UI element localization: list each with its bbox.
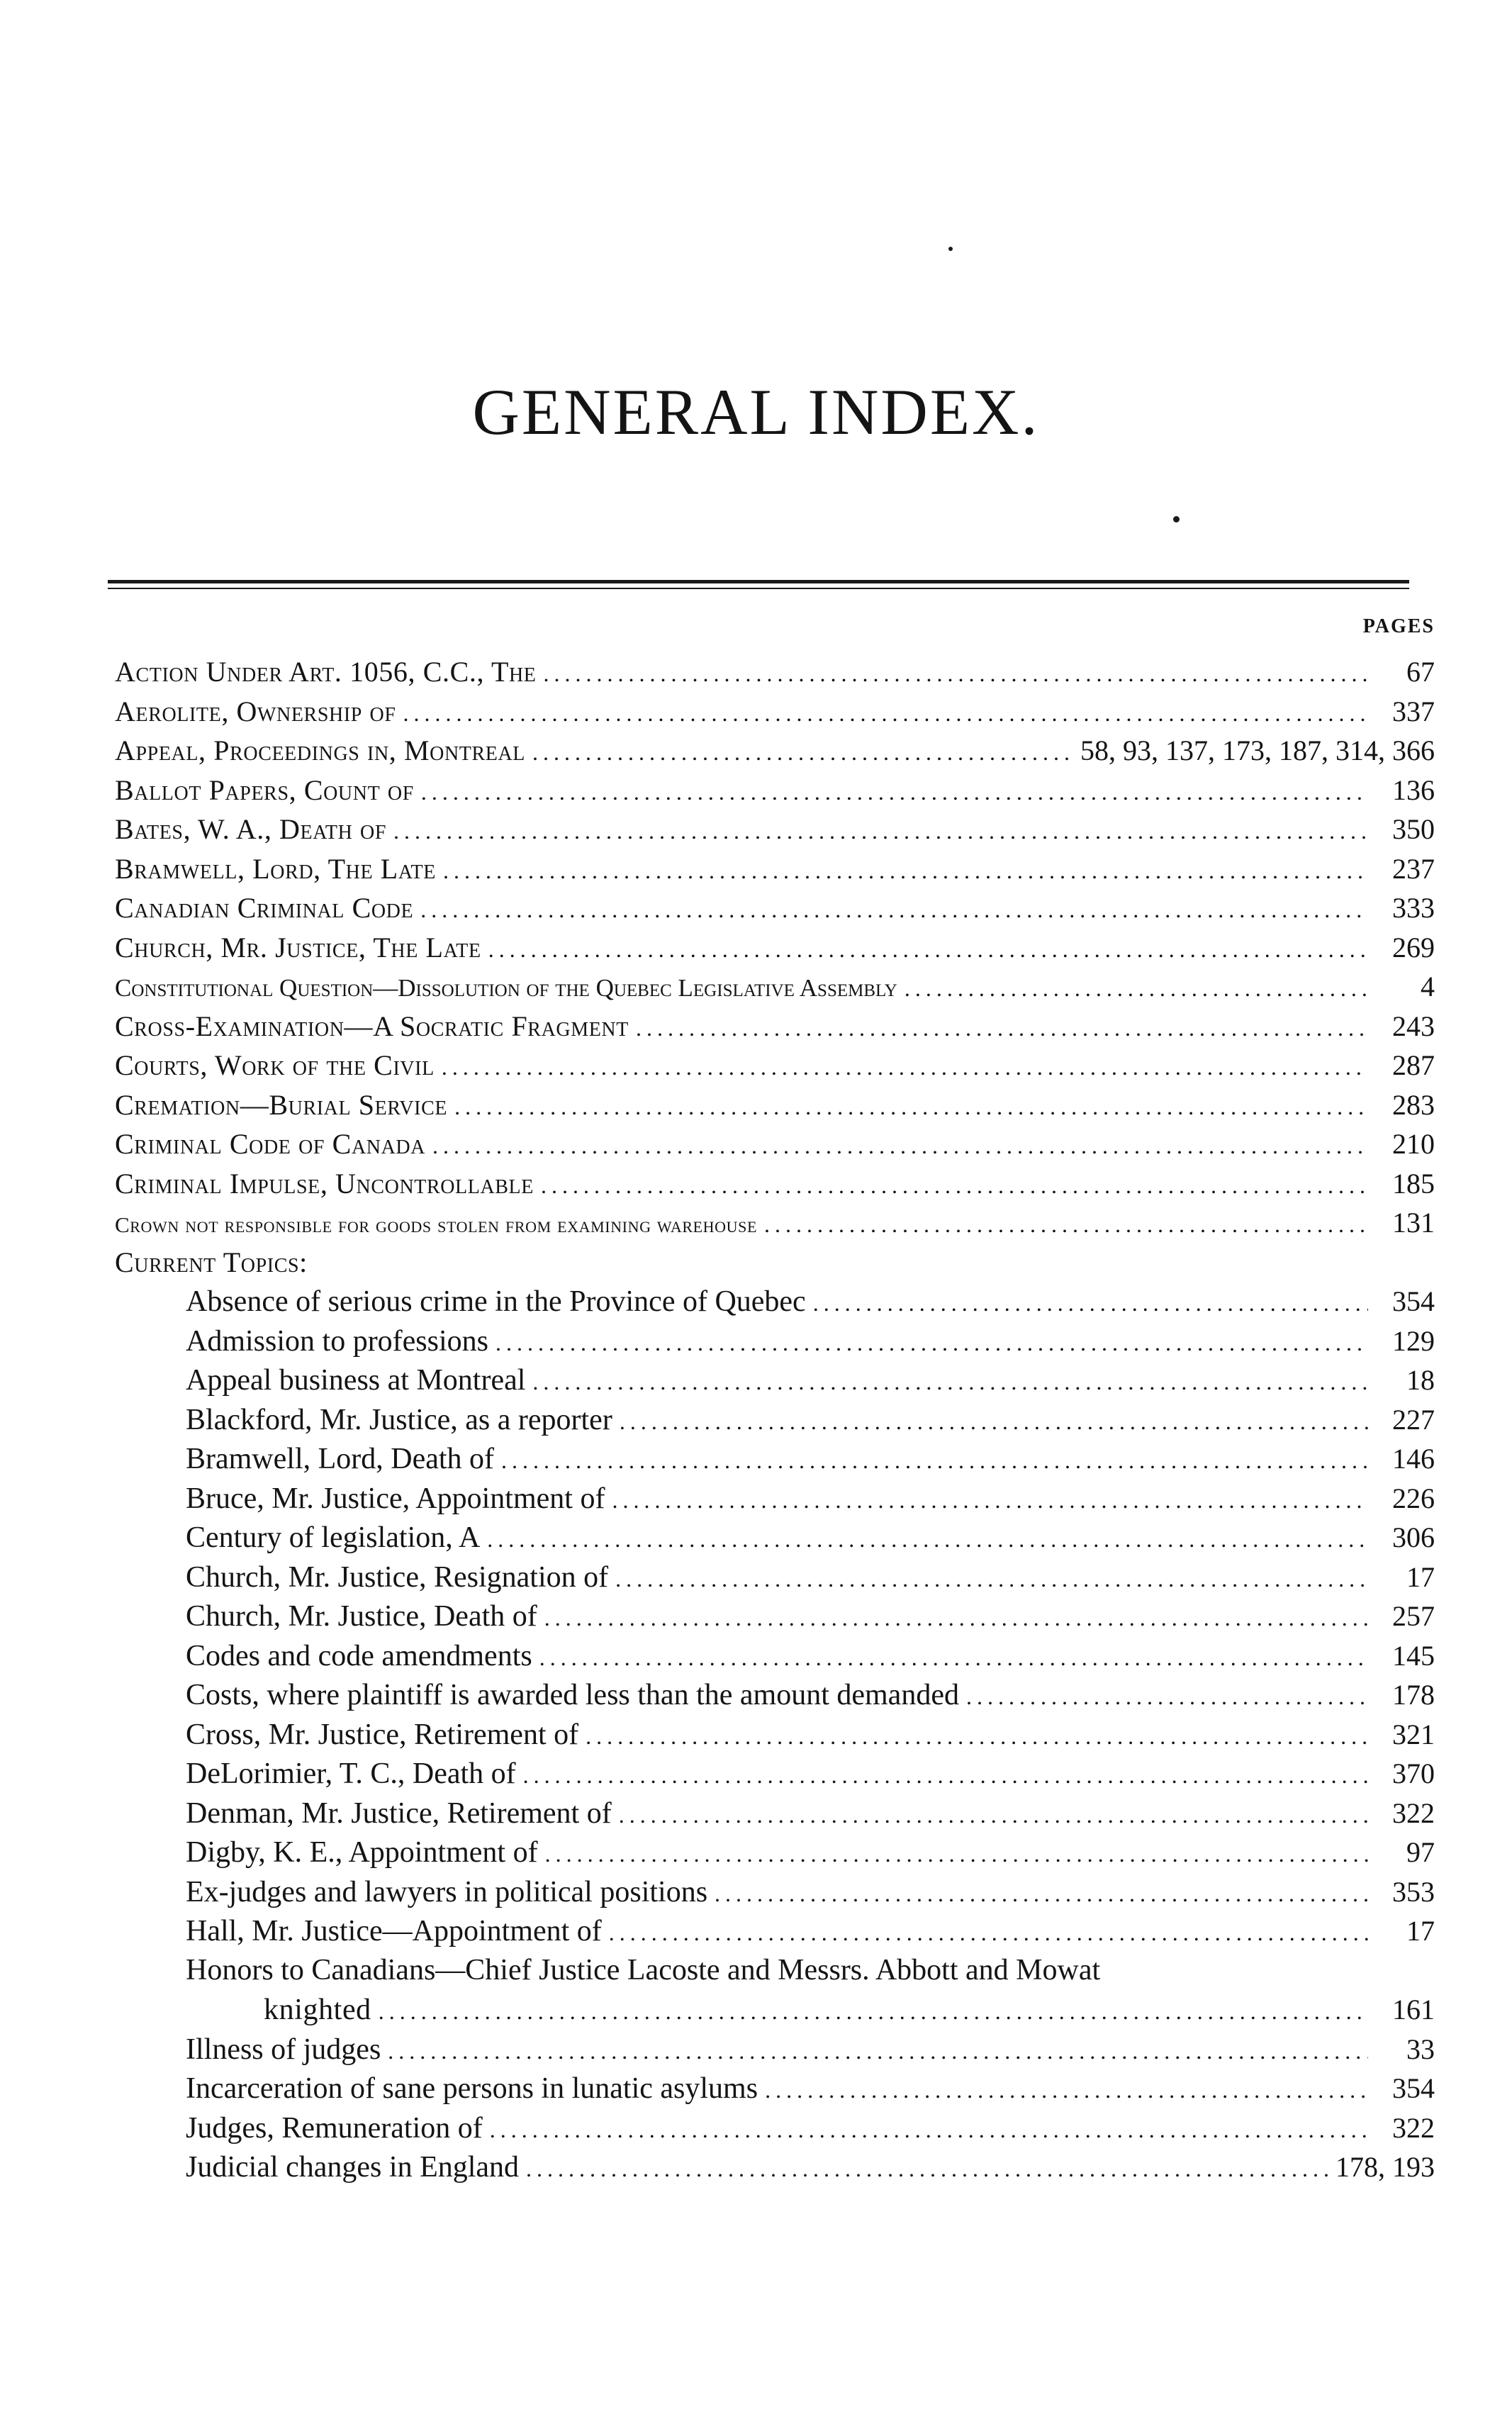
topic-term: Appeal business at Montreal <box>186 1364 526 1397</box>
index-entry <box>115 692 1435 732</box>
topic-entry <box>115 1754 1435 1794</box>
entry-pages: 58, 93, 137, 173, 187, 314, 366 <box>1080 734 1435 766</box>
dot-leader <box>379 1992 1368 2030</box>
index-entry <box>115 967 1435 1007</box>
topic-entry <box>115 1675 1435 1715</box>
ink-speck <box>948 247 953 251</box>
index-entry <box>115 731 1435 771</box>
topic-pages: 97 <box>1406 1836 1435 1868</box>
topic-entry <box>115 1636 1435 1676</box>
topic-pages: 354 <box>1392 2072 1435 2104</box>
topic-entry <box>115 2147 1435 2187</box>
index-entry <box>115 888 1435 928</box>
topic-term: Hall, Mr. Justice—Appointment of <box>186 1915 602 1947</box>
entry-term: Bramwell, Lord, The Late <box>115 852 436 885</box>
entry-pages: 67 <box>1406 656 1435 688</box>
entry-term: Criminal Code of Canada <box>115 1128 426 1160</box>
index-entry <box>115 652 1435 692</box>
dot-leader <box>765 2071 1368 2108</box>
dot-leader <box>539 1638 1368 1676</box>
dot-leader <box>523 1756 1368 1794</box>
topic-entry <box>115 1715 1435 1755</box>
topic-term: Church, Mr. Justice, Resignation of <box>186 1560 609 1594</box>
entry-pages: 269 <box>1392 931 1435 963</box>
index-entry <box>115 849 1435 889</box>
entry-pages: 243 <box>1392 1010 1435 1042</box>
header-rule-thin <box>108 588 1409 589</box>
dot-leader <box>764 1205 1368 1243</box>
dot-leader <box>612 1481 1368 1519</box>
dot-leader <box>454 1088 1368 1125</box>
topic-term: Costs, where plaintiff is awarded less than the amount demanded <box>186 1679 959 1711</box>
topic-term: Judicial changes in England <box>186 2151 520 2184</box>
topic-entry <box>115 1479 1435 1519</box>
dot-leader <box>620 1402 1368 1440</box>
dot-leader <box>905 969 1368 1007</box>
index-entry <box>115 810 1435 849</box>
topic-entry <box>115 2108 1435 2148</box>
entry-term: Courts, Work of the Civil <box>115 1049 435 1081</box>
index-entry <box>115 1046 1435 1085</box>
topic-term: Church, Mr. Justice, Death of <box>186 1600 537 1633</box>
topic-pages: 33 <box>1406 2033 1435 2065</box>
dot-leader <box>586 1717 1368 1755</box>
dot-leader <box>421 773 1368 810</box>
dot-leader <box>490 2111 1368 2148</box>
index-entry <box>115 1203 1435 1243</box>
entry-pages: 337 <box>1392 695 1435 727</box>
topic-pages: 322 <box>1392 1796 1435 1829</box>
index-entry <box>115 1164 1435 1204</box>
dot-leader <box>609 1913 1368 1951</box>
topic-term: knighted <box>264 1994 371 2026</box>
dot-leader <box>619 1796 1368 1833</box>
entry-term: Bates, W. A., Death of <box>115 813 387 845</box>
dot-leader <box>420 890 1368 928</box>
dot-leader <box>544 654 1368 692</box>
topic-term: Bramwell, Lord, Death of <box>186 1443 495 1475</box>
entry-term: Ballot Papers, Count of <box>115 773 414 806</box>
topic-pages: 17 <box>1406 1915 1435 1947</box>
dot-leader <box>532 733 1076 771</box>
entry-pages: 185 <box>1392 1167 1435 1200</box>
topic-pages: 353 <box>1392 1875 1435 1908</box>
index-entry <box>115 1085 1435 1125</box>
dot-leader <box>544 1599 1368 1636</box>
topic-entry <box>115 1911 1435 1951</box>
topic-pages: 178, 193 <box>1335 2151 1435 2183</box>
topic-entry <box>115 1518 1435 1558</box>
topic-pages: 354 <box>1392 1285 1435 1317</box>
entry-term: Cremation—Burial Service <box>115 1088 448 1121</box>
topic-pages: 257 <box>1392 1600 1435 1632</box>
dot-leader <box>966 1677 1368 1715</box>
topic-pages: 145 <box>1392 1639 1435 1672</box>
entry-pages: 136 <box>1392 773 1435 806</box>
entry-pages: 210 <box>1392 1128 1435 1160</box>
topic-pages: 226 <box>1392 1482 1435 1514</box>
topic-term: Bruce, Mr. Justice, Appointment of <box>186 1482 605 1515</box>
index-entry <box>115 1124 1435 1164</box>
topic-term: Judges, Remuneration of <box>186 2111 483 2145</box>
entry-term: Action Under Art. 1056, C.C., The <box>115 656 537 688</box>
dot-leader <box>442 1048 1368 1085</box>
dot-leader <box>388 2032 1368 2069</box>
entry-pages: 333 <box>1392 892 1435 924</box>
dot-leader <box>501 1441 1368 1479</box>
entry-term: Crown not responsible for goods stolen from examining warehouse <box>115 1212 757 1237</box>
current-topics-heading <box>115 1243 1435 1282</box>
dot-leader <box>495 1324 1368 1361</box>
dot-leader <box>403 694 1368 732</box>
topic-entry <box>115 2069 1435 2108</box>
topic-entry <box>115 1282 1435 1321</box>
topic-entry <box>115 1400 1435 1440</box>
dot-leader <box>393 812 1368 849</box>
topic-entry <box>115 1360 1435 1400</box>
topic-term: Ex-judges and lawyers in political positions <box>186 1875 708 1908</box>
topic-pages: 306 <box>1392 1521 1435 1553</box>
dot-leader <box>636 1009 1368 1046</box>
entry-term: Church, Mr. Justice, The Late <box>115 931 481 963</box>
dot-leader <box>615 1560 1368 1597</box>
entry-pages: 131 <box>1392 1207 1435 1239</box>
dot-leader <box>545 1835 1368 1872</box>
topic-pages: 321 <box>1392 1718 1435 1750</box>
topic-entry <box>115 1794 1435 1833</box>
dot-leader <box>443 851 1368 889</box>
dot-leader <box>532 1363 1368 1400</box>
topic-pages: 146 <box>1392 1443 1435 1475</box>
entry-term: Canadian Criminal Code <box>115 892 414 924</box>
topic-term: Blackford, Mr. Justice, as a reporter <box>186 1403 612 1436</box>
topic-term: Incarceration of sane persons in lunatic asylums <box>186 2072 758 2105</box>
header-rule <box>108 580 1409 583</box>
topic-entry <box>115 1833 1435 1872</box>
entry-pages: 350 <box>1392 813 1435 845</box>
ink-speck <box>1173 516 1180 522</box>
topic-term: Illness of judges <box>186 2033 381 2066</box>
topic-entry <box>115 1558 1435 1597</box>
topic-term: Century of legislation, A <box>186 1521 481 1554</box>
index-entries <box>115 652 1435 2187</box>
topic-pages: 322 <box>1392 2111 1435 2144</box>
dot-leader <box>813 1284 1368 1321</box>
topic-term: Denman, Mr. Justice, Retirement of <box>186 1796 612 1830</box>
topic-pages: 17 <box>1406 1560 1435 1593</box>
topic-term: Codes and code amendments <box>186 1639 532 1672</box>
topic-term: DeLorimier, T. C., Death of <box>186 1757 516 1790</box>
topic-entry <box>115 2030 1435 2069</box>
entry-term: Constitutional Question—Dissolution of the Quebec Legislative Assembly <box>115 974 897 1002</box>
entry-pages: 287 <box>1392 1049 1435 1081</box>
entry-term: Appeal, Proceedings in, Montreal <box>115 734 526 766</box>
dot-leader <box>541 1166 1368 1204</box>
entry-term: Cross-Examination—A Socratic Fragment <box>115 1010 629 1042</box>
topic-pages: 161 <box>1392 1994 1435 2025</box>
topic-pages: 178 <box>1392 1679 1435 1711</box>
dot-leader <box>715 1874 1368 1912</box>
entry-pages: 283 <box>1392 1088 1435 1121</box>
topic-entry <box>115 1321 1435 1361</box>
index-entry <box>115 928 1435 968</box>
dot-leader <box>488 930 1368 968</box>
entry-pages: 237 <box>1392 852 1435 885</box>
topic-pages: 370 <box>1392 1757 1435 1789</box>
pages-column-heading: PAGES <box>1362 615 1435 637</box>
index-entry <box>115 1007 1435 1046</box>
topic-term: Cross, Mr. Justice, Retirement of <box>186 1718 579 1751</box>
dot-leader <box>526 2150 1331 2187</box>
topic-pages: 18 <box>1406 1364 1435 1396</box>
dot-leader <box>487 1520 1368 1558</box>
entry-pages: 4 <box>1421 971 1435 1002</box>
topic-term: Digby, K. E., Appointment of <box>186 1836 538 1869</box>
topic-term: Admission to professions <box>186 1324 489 1358</box>
topic-entry <box>115 1439 1435 1479</box>
topic-entry-first-line: Honors to Canadians—Chief Justice Lacoste and Messrs. Abbott and Mowat <box>186 1953 1101 1986</box>
section-heading: Current Topics: <box>115 1246 308 1278</box>
entry-term: Aerolite, Ownership of <box>115 695 396 727</box>
topic-term: Absence of serious crime in the Province of Quebec <box>186 1285 806 1318</box>
dot-leader <box>432 1127 1368 1164</box>
topic-entry <box>115 1872 1435 1912</box>
page-title: GENERAL INDEX. <box>472 376 1040 448</box>
index-entry <box>115 771 1435 810</box>
entry-term: Criminal Impulse, Uncontrollable <box>115 1167 534 1200</box>
topic-pages: 227 <box>1392 1403 1435 1436</box>
topic-entry <box>115 1597 1435 1636</box>
topic-pages: 129 <box>1392 1324 1435 1357</box>
topic-entry-continuation <box>115 1990 1435 2030</box>
